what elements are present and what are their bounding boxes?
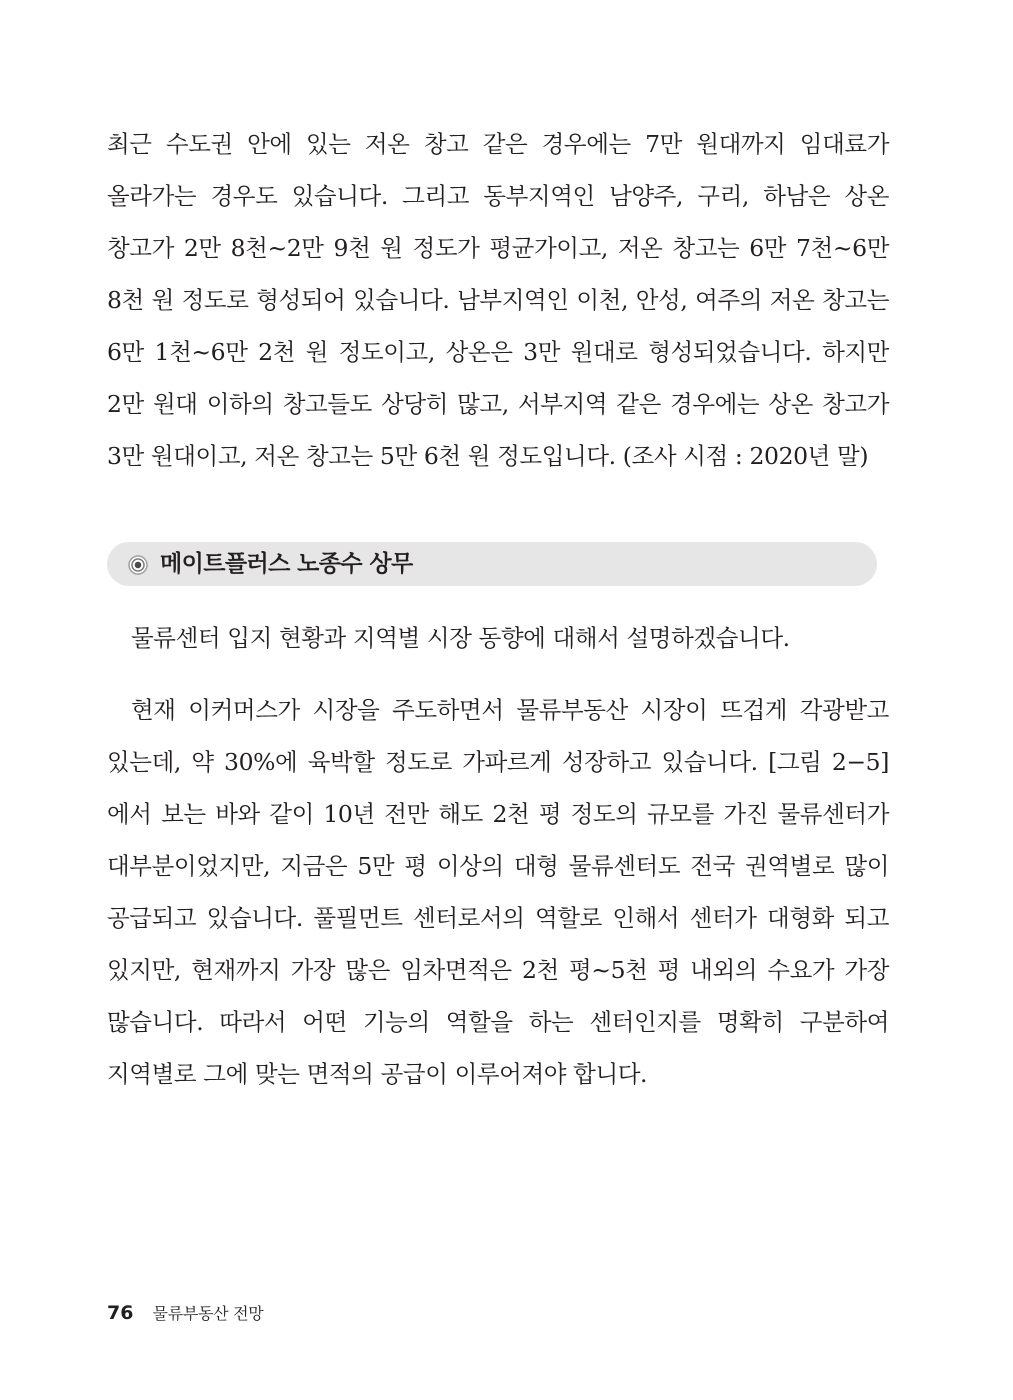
speaker-name: 메이트플러스 노종수 상무: [160, 551, 413, 577]
paragraph-market-trend: 현재 이커머스가 시장을 주도하면서 물류부동산 시장이 뜨겁게 각광받고 있는데, 약 30%에 육박할 정도로 가파르게 성장하고 있습니다. [그림 2−5]에서 보는 바와 같이 10년 전만 해도 2천 평 정도의 규모를 가진 물류센터가 대부분이었지만, 지금은 5만 평 이상의 대형 물류센터도 전국 권역별로 많이 공급되고 있습니다. 풀필먼트 센터로서의 역할로 인해서 센터가 대형화 되고 있지만, 현재까지 가장 많은 임차면적은 2천 평~5천 평 내외의 수요가 가장 많습니다. 따라서 어떤 기능의 역할을 하는 센터인지를 명확히 구분하여 지역별로 그에 맞는 면적의 공급이 이루어져야 합니다.: [107, 696, 889, 1088]
speaker-heading-bar: [107, 542, 877, 586]
concentric-circle-bullet-icon: [127, 554, 149, 576]
page-number: 76: [107, 1302, 134, 1324]
page-footer: [107, 1298, 263, 1328]
paragraph-speaker-greeting: 물류센터 입지 현황과 지역별 시장 동향에 대해서 설명하겠습니다.: [131, 624, 790, 652]
running-title: 물류부동산 전망: [152, 1304, 264, 1323]
paragraph-warehouse-rents: 최근 수도권 안에 있는 저온 창고 같은 경우에는 7만 원대까지 임대료가 올라가는 경우도 있습니다. 그리고 동부지역인 남양주, 구리, 하남은 상온 창고가 2만 8천~2만 9천 원 정도가 평균가이고, 저온 창고는 6만 7천~6만 8천 원 정도로 형성되어 있습니다. 남부지역인 이천, 안성, 여주의 저온 창고는 6만 1천~6만 2천 원 정도이고, 상온은 3만 원대로 형성되었습니다. 하지만 2만 원대 이하의 창고들도 상당히 많고, 서부지역 같은 경우에는 상온 창고가 3만 원대이고, 저온 창고는 5만 6천 원 정도입니다. (조사 시점 : 2020년 말): [107, 130, 889, 470]
